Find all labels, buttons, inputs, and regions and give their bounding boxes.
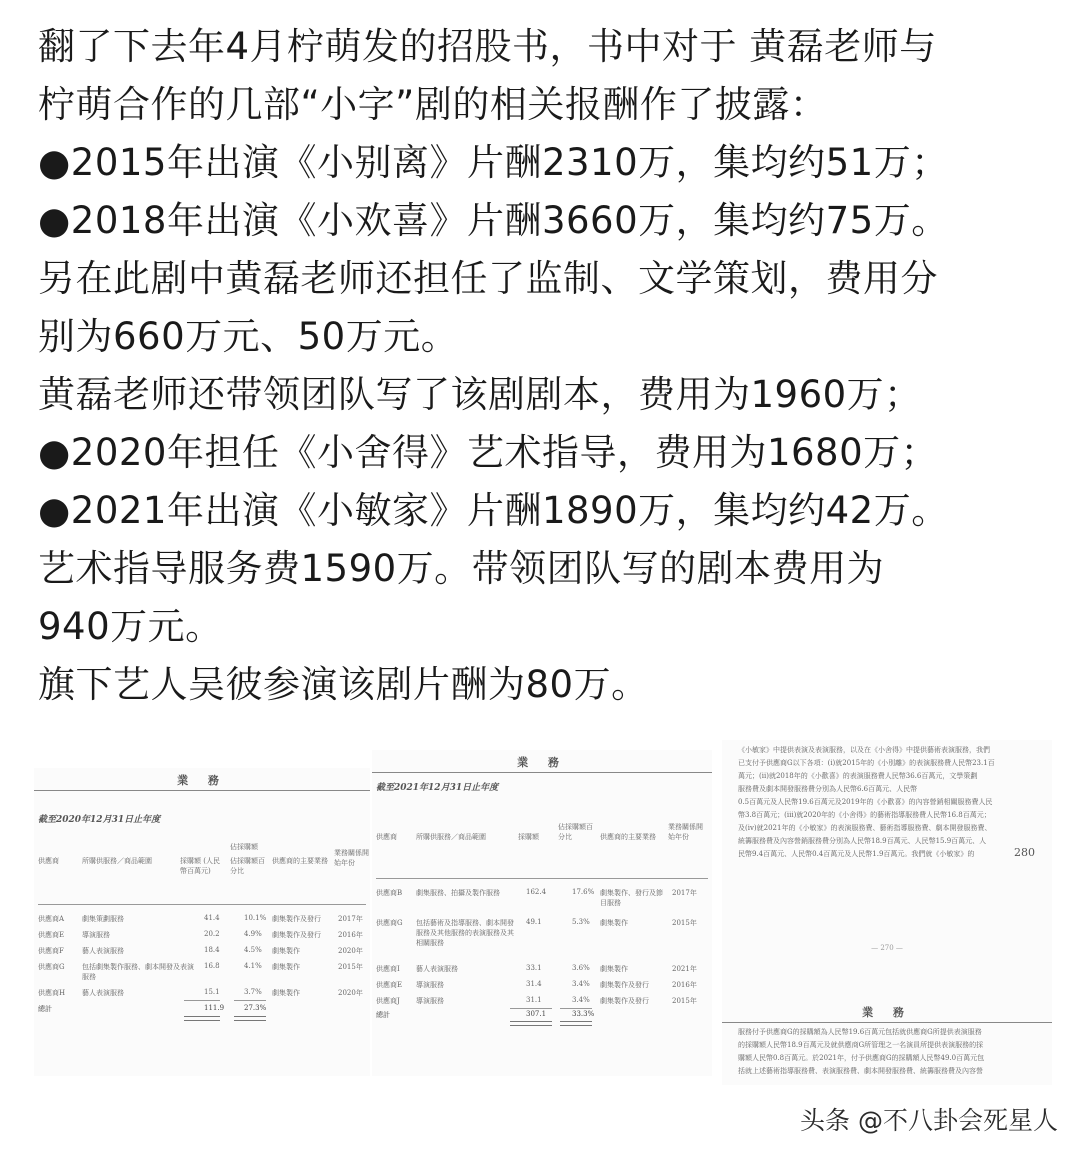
col-header: 佔採購額百分比 (230, 857, 265, 875)
col-header: 採購額 (518, 833, 539, 841)
post-line: 柠萌合作的几部“小字”剧的相关报酬作了披露： (38, 83, 828, 126)
page-footer-number: — 270 — (871, 944, 903, 952)
section-heading: 業 務 (722, 1004, 1052, 1023)
post-line: 旗下艺人吴彼参演该剧片酬为80万。 (38, 663, 649, 706)
post-line: 另在此剧中黄磊老师还担任了监制、文学策划，费用分 (38, 257, 938, 300)
post-line: 翻了下去年4月柠萌发的招股书，书中对于 黄磊老师与 (38, 25, 937, 68)
section-heading: 業 務 (34, 772, 370, 791)
prospectus-scan-narrative (722, 740, 1052, 1085)
prospectus-scan-2020: 業 務 截至2020年12月31日止年度 佔採購額 供應商 所購供服務／商品範圍 採購額 (人民幣百萬元) 佔採購額百分比 供應商的主要業務 業務關係開始年份 供應商A 劇集策劃服務 41.4 10.1% 劇集製作及發行 2017年 供應商E 導演服務 20.2 4.9% 劇集製作及發行 2016年 供應商F 藝人表演服務 18.4 4.5% 劇集製作 2020年 供應商G 包括劇集製作服務、劇本開發及表演服務 16.8 4.1% 劇集製作 2015年 供應商H 藝人表演服務 15.1 3.7% 劇集製作 2020年 總計 111.9 27.3% (34, 768, 370, 1076)
prospectus-scan-2021: 業 務 截至2021年12月31日止年度 供應商 所購供服務／商品範圍 採購額 佔採購額百分比 供應商的主要業務 業務關係開始年份 供應商B 劇集服務、拍攝及製作服務 162.4 17.6% 劇集製作、發行及節目服務 2017年 供應商G 包括藝術及指導服務、劇本開發服務及其他服務的表演服務及其相關服務 49.1 5.3% 劇集製作 2015年 供應商I 藝人表演服務 33.1 3.6% 劇集製作 2021年 供應商E 導演服務 31.4 3.4% 劇集製作及發行 2016年 供應商J 導演服務 31.1 3.4% 劇集製作及發行 2015年 總計 307.1 33.3% (372, 750, 712, 1076)
post-line: 别为660万元、50万元。 (38, 315, 459, 358)
post-line: 940万元。 (38, 605, 223, 648)
post-line: ●2015年出演《小别离》片酬2310万，集均约51万； (38, 141, 949, 184)
col-group-label: 佔採購額 (230, 843, 258, 851)
post-line: 艺术指导服务费1590万。带领团队写的剧本费用为 (38, 547, 885, 590)
post-line: ●2020年担任《小舍得》艺术指导，费用为1680万； (38, 431, 939, 474)
page-number: 280 (1014, 846, 1035, 859)
source-watermark: 头条 @不八卦会死星人 (800, 1106, 1058, 1135)
post-line: ●2018年出演《小欢喜》片酬3660万，集均约75万。 (38, 199, 949, 242)
col-header: 所購供服務／商品範圍 (82, 857, 152, 865)
narrative-text-bottom: 服務付予供應商G的採購額為人民幣19.6百萬元包括就供應商G所提供表演服務 的採購額人民幣18.9百萬元及就供應商G所管理之一名演員所提供表演服務的採 購額人民幣0.8百萬元。於2021年，付予供應商G的採購額人民幣49.0百萬元包 括就上述藝術指導服務費、表演服務費、劇本開發服務費、統籌服務費及內容營 (738, 1028, 985, 1075)
post-line: 黄磊老师还带领团队写了该剧剧本，费用为1960万； (38, 373, 922, 416)
post-body (38, 18, 1068, 714)
col-header: 供應商的主要業務 (600, 833, 656, 841)
narrative-text-top: 《小敏家》中提供表演及表演服務，以及在《小舍得》中提供藝術表演服務，我們 已支付予供應商G以下各項：(i)就2015年的《小別離》的表演服務費人民幣23.1百 萬元；(ii)就2018年的《小歡喜》的表演服務費人民幣36.6百萬元，文學策劃 服務費及劇本開發服務費分別為人民幣6.6百萬元、人民幣 0.5百萬元及人民幣19.6百萬元及2019年的《小歡喜》的內容營銷相關服務費人民 幣3.8百萬元；(iii)就2020年的《小舍得》的藝術指導服務費人民幣16.8百萬元； 及(iv)就2021年的《小敏家》的表演服務費、藝術指導服務費、劇本開發服務費、 統籌服務費及內容營銷服務費分別為人民幣18.9百萬元、人民幣15.9百萬元、人 民幣9.4百萬元、人民幣0.4百萬元及人民幣1.9百萬元。我們就《小敏家》的 (738, 746, 995, 858)
col-header: 所購供服務／商品範圍 (416, 833, 486, 841)
col-header: 佔採購額百分比 (558, 823, 593, 841)
col-header: 採購額 (人民幣百萬元) (180, 857, 220, 875)
col-header: 供應商 (376, 833, 397, 841)
col-header: 供應商 (38, 857, 59, 865)
table-period: 截至2020年12月31日止年度 (38, 815, 161, 825)
col-header: 業務關係開始年份 (334, 849, 369, 867)
post-line: ●2021年出演《小敏家》片酬1890万，集均约42万。 (38, 489, 949, 532)
table-period: 截至2021年12月31日止年度 (376, 783, 499, 793)
section-heading: 業 務 (372, 754, 712, 773)
col-header: 業務關係開始年份 (668, 823, 703, 841)
col-header: 供應商的主要業務 (272, 857, 328, 865)
